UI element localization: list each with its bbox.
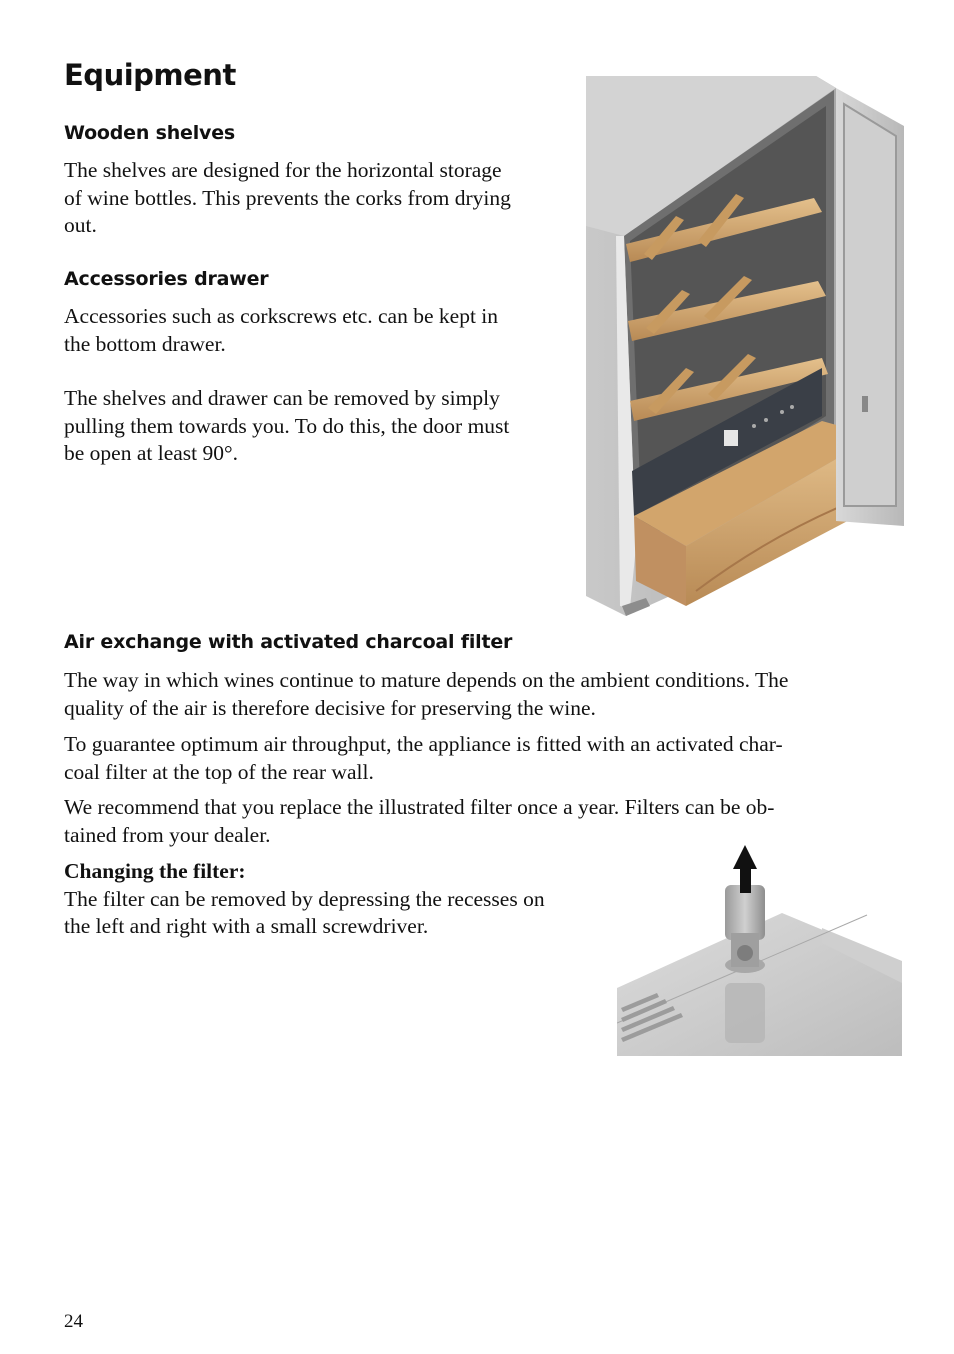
text-line: The shelves and drawer can be removed by simply [64,386,500,410]
charcoal-filter-illustration [617,843,903,1056]
removal-text [64,385,509,468]
charcoal-filter [725,885,765,967]
text-line: To guarantee optimum air throughput, the appliance is fitted with an activated char- [64,732,783,756]
wine-cabinet-illustration [586,76,904,621]
text-line: The filter can be removed by depressing the recesses on [64,886,545,911]
changing-filter-text [64,858,545,941]
text-line: coal filter at the top of the rear wall. [64,759,374,784]
air-exchange-para-1 [64,667,788,722]
glass-door [836,88,904,526]
air-exchange-heading: Air exchange with activated charcoal filter [64,631,513,653]
air-exchange-para-3 [64,794,774,849]
wooden-shelves-heading: Wooden shelves [64,122,236,144]
text-line: out. [64,213,97,237]
air-exchange-para-2 [64,731,783,786]
accessories-drawer-text [64,303,498,358]
text-line: be open at least 90°. [64,441,238,465]
text-line: pulling them towards you. To do this, the door must [64,413,510,438]
text-line: The shelves are designed for the horizontal storage [64,158,502,182]
text-line: We recommend that you replace the illustrated filter once a year. Filters can be ob- [64,795,775,819]
text-line: tained from your dealer. [64,822,271,847]
text-line: Accessories such as corkscrews etc. can be kept in [64,304,499,328]
changing-filter-heading: Changing the filter: [64,859,246,883]
text-line: The way in which wines continue to mature depends on the ambient conditions. The [64,668,789,692]
wooden-shelves-text [64,157,511,240]
text-line: of wine bottles. This prevents the corks from drying [64,185,511,210]
text-line: the bottom drawer. [64,331,226,356]
text-line: the left and right with a small screwdriver. [64,914,429,938]
page-number: 24 [64,1311,83,1332]
accessories-drawer-heading: Accessories drawer [64,268,269,290]
page-title: Equipment [64,58,236,92]
text-line: quality of the air is therefore decisive for preserving the wine. [64,695,596,720]
